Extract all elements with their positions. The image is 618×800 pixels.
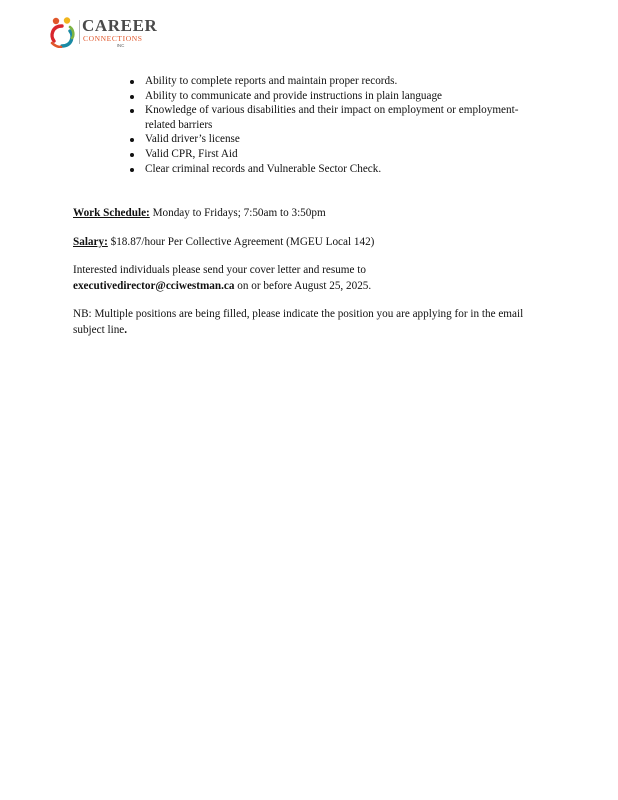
application-intro: Interested individuals please send your cover letter and resume to: [73, 264, 366, 276]
list-item-text: Valid driver’s license: [145, 133, 240, 146]
logo-figure-head-orange: [53, 18, 59, 24]
list-item: [128, 103, 548, 132]
bullet-icon: [130, 95, 134, 99]
bullet-icon: [130, 109, 134, 113]
logo-suffix: INC: [116, 43, 125, 48]
note-paragraph: [73, 306, 548, 338]
logo-divider: [79, 20, 80, 44]
work-schedule-label: Work Schedule:: [73, 207, 150, 219]
logo-name: CAREER: [82, 16, 158, 35]
list-item-text: Ability to communicate and provide instructions in plain language: [145, 89, 443, 102]
application-email-link[interactable]: executivedirector@cciwestman.ca: [73, 280, 235, 292]
note-text: NB: Multiple positions are being filled, please indicate the position you are applying for in the email subject line: [73, 308, 524, 336]
application-deadline: on or before August 25, 2025.: [237, 280, 372, 292]
company-logo: [48, 16, 158, 50]
bullet-icon: [130, 138, 134, 142]
list-item: [128, 132, 548, 147]
salary-value: $18.87/hour Per Collective Agreement (MGEU Local 142): [110, 236, 375, 248]
list-item: [128, 162, 548, 177]
logo-figure-head-yellow: [64, 17, 70, 23]
list-item: [128, 89, 548, 104]
list-item-text: Valid CPR, First Aid: [145, 147, 238, 160]
list-item: [128, 74, 548, 89]
logo-arc-red: [52, 26, 62, 41]
list-item-text: Clear criminal records and Vulnerable Sector Check.: [145, 162, 382, 175]
bullet-icon: [130, 80, 134, 84]
note-period: .: [124, 324, 128, 336]
requirements-list: [128, 74, 548, 176]
bullet-icon: [130, 153, 134, 157]
logo-arc-teal: [62, 31, 72, 46]
salary: [73, 234, 548, 250]
logo-emblem-icon: [48, 16, 76, 48]
list-item: [128, 147, 548, 162]
list-item-text: Knowledge of various disabilities and their impact on employment or employment-related barriers: [145, 104, 519, 131]
work-schedule: [73, 205, 548, 221]
logo-arc-orange: [52, 43, 61, 47]
work-schedule-value: Monday to Fridays; 7:50am to 3:50pm: [152, 207, 326, 219]
bullet-icon: [130, 168, 134, 172]
list-item-text: Ability to complete reports and maintain proper records.: [145, 75, 398, 87]
salary-label: Salary:: [73, 236, 108, 248]
logo-subname: CONNECTIONS: [83, 34, 143, 43]
application-instructions: [73, 262, 548, 294]
